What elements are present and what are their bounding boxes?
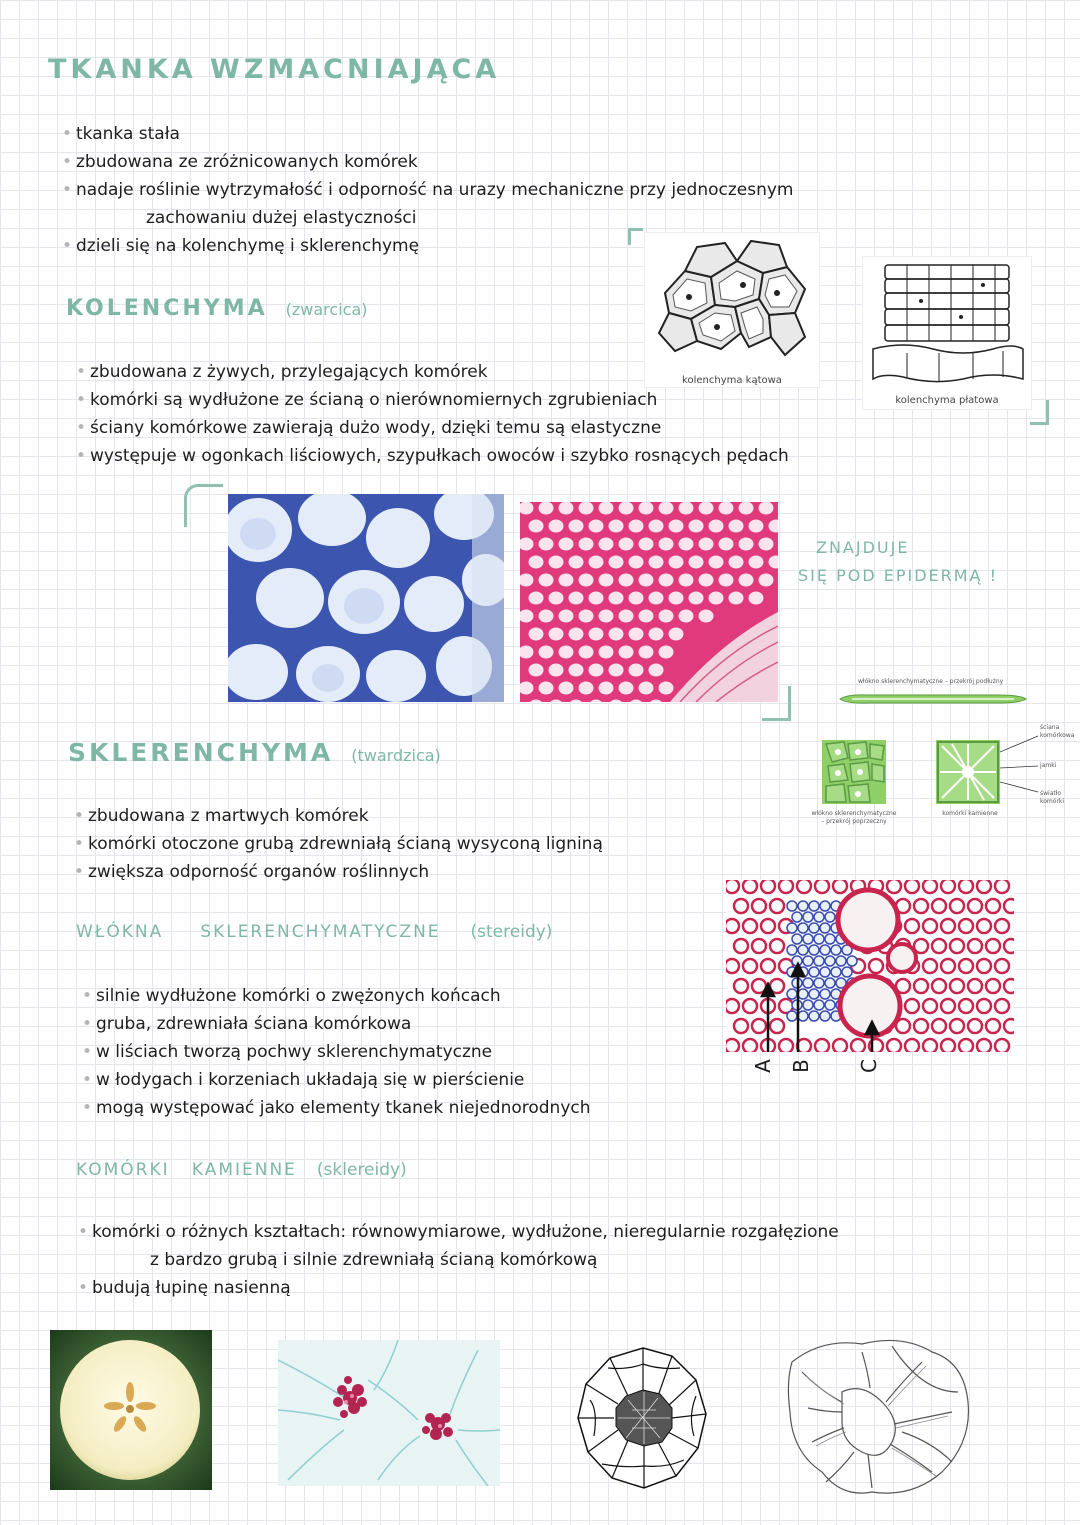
phloem-cell bbox=[814, 934, 824, 944]
cell-lumen bbox=[529, 628, 544, 641]
cell-lumen bbox=[559, 610, 574, 623]
bracket-corner bbox=[628, 228, 643, 245]
cell-lumen bbox=[699, 502, 714, 515]
phloem-cell bbox=[798, 923, 808, 933]
cell-lumen bbox=[639, 538, 654, 551]
cell-lumen bbox=[709, 592, 724, 605]
cell-lumen bbox=[729, 520, 744, 533]
epidermis-note-line1: ZNAJDUJE bbox=[816, 538, 910, 557]
phloem-cell bbox=[803, 978, 813, 988]
kolenchyma-heading: KOLENCHYMA (zwarcica) bbox=[66, 296, 368, 321]
cell-lumen bbox=[559, 538, 574, 551]
cell-lumen bbox=[599, 502, 614, 515]
cell-lumen bbox=[719, 574, 734, 587]
cell-lumen bbox=[729, 556, 744, 569]
phloem-cell bbox=[798, 1011, 808, 1021]
phloem-cell bbox=[825, 1000, 835, 1010]
cell-lumen bbox=[599, 646, 614, 659]
cell-lumen bbox=[599, 538, 614, 551]
cell-lumen bbox=[649, 592, 664, 605]
list-item: • ściany komórkowe zawierają dużo wody, dzięki temu są elastyczne bbox=[76, 418, 662, 438]
cell-lumen bbox=[669, 592, 684, 605]
phloem-cell bbox=[820, 989, 830, 999]
cell-caption: komórki kamienne bbox=[942, 810, 998, 817]
phloem-cell bbox=[809, 901, 819, 911]
cell-lumen bbox=[669, 628, 684, 641]
cell-lumen bbox=[539, 646, 554, 659]
cell-lumen bbox=[639, 682, 654, 695]
sklerenchyma-heading: SKLERENCHYMA (twardzica) bbox=[68, 738, 441, 767]
phloem-cell bbox=[787, 1011, 797, 1021]
fiber-caption: włókno sklerenchymatyczne – przekrój podłużny bbox=[858, 678, 1004, 685]
cell-lumen bbox=[669, 556, 684, 569]
cell-lumen bbox=[569, 520, 584, 533]
list-item-continuation: zachowaniu dużej elastyczności bbox=[146, 208, 417, 228]
cell-lumen bbox=[619, 502, 634, 515]
cell-lumen bbox=[659, 610, 674, 623]
phloem-cell bbox=[814, 956, 824, 966]
label-lumen: światło komórki bbox=[1040, 790, 1065, 805]
phloem-cell bbox=[814, 978, 824, 988]
phloem-cell bbox=[798, 901, 808, 911]
cell-lumen bbox=[739, 538, 754, 551]
cell-lumen bbox=[659, 574, 674, 587]
list-item: • nadaje roślinie wytrzymałość i odporność na urazy mechaniczne przy jednoczesnym bbox=[62, 180, 794, 200]
micrograph-label-a: A bbox=[750, 1059, 775, 1073]
cell-lumen bbox=[619, 610, 634, 623]
cell-lumen bbox=[579, 538, 594, 551]
cell-lumen bbox=[589, 664, 604, 677]
phloem-cell bbox=[820, 945, 830, 955]
cell-lumen bbox=[689, 556, 704, 569]
diagram-caption: kolenchyma płatowa bbox=[895, 395, 999, 406]
list-item-continuation: z bardzo grubą i silnie zdrewniałą ścianą komórkową bbox=[150, 1250, 598, 1270]
micrograph-label-c: C bbox=[856, 1059, 881, 1073]
epidermis-note-line2: SIĘ POD EPIDERMĄ ! bbox=[798, 566, 998, 585]
cell-lumen bbox=[549, 628, 564, 641]
phloem-cell bbox=[825, 978, 835, 988]
cell-lumen bbox=[599, 682, 614, 695]
cell-lumen bbox=[589, 592, 604, 605]
cell-lumen bbox=[569, 628, 584, 641]
cell-lumen bbox=[629, 628, 644, 641]
cell-lumen bbox=[579, 502, 594, 515]
cell-lumen bbox=[649, 520, 664, 533]
phloem-cell bbox=[814, 912, 824, 922]
cell-lumen bbox=[659, 646, 674, 659]
stone-cell-diagram bbox=[936, 740, 1000, 804]
cell-lumen bbox=[569, 556, 584, 569]
list-item: • budują łupinę nasienną bbox=[78, 1278, 291, 1298]
cell-lumen bbox=[679, 610, 694, 623]
cell-lumen bbox=[589, 520, 604, 533]
cell-lumen bbox=[739, 502, 754, 515]
list-item: • zbudowana ze zróżnicowanych komórek bbox=[62, 152, 418, 172]
list-item: • mogą występować jako elementy tkanek niejednorodnych bbox=[82, 1098, 591, 1118]
cell-lumen bbox=[569, 664, 584, 677]
vascular-bundle-micrograph bbox=[726, 880, 1014, 1052]
cell-lumen bbox=[639, 646, 654, 659]
list-item: • komórki otoczone grubą zdrewniałą ścianą wysyconą ligniną bbox=[74, 834, 603, 854]
cell-lumen bbox=[719, 502, 734, 515]
cell-lumen bbox=[549, 664, 564, 677]
phloem-cell bbox=[836, 956, 846, 966]
label-pointer-lines bbox=[1000, 730, 1040, 800]
phloem-cell bbox=[787, 901, 797, 911]
stone-cells-heading: KOMÓRKI KAMIENNE (sklereidy) bbox=[76, 1160, 407, 1180]
phloem-cell bbox=[809, 989, 819, 999]
cell-lumen bbox=[749, 520, 764, 533]
phloem-cell bbox=[825, 956, 835, 966]
cell-lumen bbox=[619, 646, 634, 659]
lamellar-collenchyma-diagram bbox=[862, 256, 1032, 410]
phloem-cell bbox=[803, 956, 813, 966]
fiber-longitudinal-diagram bbox=[838, 690, 1028, 702]
sklerenchyma-list bbox=[74, 802, 603, 886]
cell-lumen bbox=[619, 538, 634, 551]
fibers-list bbox=[82, 982, 591, 1122]
cell-lumen bbox=[649, 628, 664, 641]
cell-lumen bbox=[539, 574, 554, 587]
cell-lumen bbox=[559, 502, 574, 515]
cell-lumen bbox=[679, 574, 694, 587]
phloem-cell bbox=[842, 967, 852, 977]
phloem-cell bbox=[809, 967, 819, 977]
cell-lumen bbox=[599, 610, 614, 623]
cell-lumen bbox=[549, 592, 564, 605]
cell-lumen bbox=[539, 610, 554, 623]
list-item: • zbudowana z żywych, przylegających komórek bbox=[76, 362, 488, 382]
cell-lumen bbox=[619, 574, 634, 587]
cell-lumen bbox=[749, 556, 764, 569]
list-item: • tkanka stała bbox=[62, 124, 180, 144]
cell-lumen bbox=[759, 574, 774, 587]
cell-lumen bbox=[689, 592, 704, 605]
cell-lumen bbox=[609, 664, 624, 677]
cell-lumen bbox=[549, 520, 564, 533]
cell-lumen bbox=[699, 538, 714, 551]
cell-lumen bbox=[699, 610, 714, 623]
cell-lumen bbox=[709, 520, 724, 533]
phloem-cell bbox=[798, 945, 808, 955]
cell-lumen bbox=[679, 538, 694, 551]
cell-lumen bbox=[529, 520, 544, 533]
cell-caption: włókno sklerenchymatyczne bbox=[811, 810, 897, 817]
list-item: • komórki o różnych kształtach: równowymiarowe, wydłużone, nieregularnie rozgałęzione bbox=[78, 1222, 839, 1242]
cell-lumen bbox=[649, 556, 664, 569]
cell-lumen bbox=[739, 574, 754, 587]
cell-lumen bbox=[639, 502, 654, 515]
phloem-cell bbox=[820, 1011, 830, 1021]
cell-lumen bbox=[589, 628, 604, 641]
cell-lumen bbox=[759, 502, 774, 515]
sclereid-micrograph bbox=[278, 1340, 500, 1486]
cell-lumen bbox=[559, 646, 574, 659]
bracket-corner bbox=[184, 484, 223, 527]
list-item: • komórki są wydłużone ze ścianą o nierównomiernych zgrubieniach bbox=[76, 390, 658, 410]
cell-lumen bbox=[559, 682, 574, 695]
phloem-cell bbox=[847, 956, 857, 966]
fiber-cross-section-diagram bbox=[822, 740, 886, 804]
cell-lumen bbox=[639, 610, 654, 623]
cell-lumen bbox=[589, 556, 604, 569]
micrograph-label-b: B bbox=[788, 1059, 813, 1073]
cell-lumen bbox=[669, 520, 684, 533]
cell-lumen bbox=[599, 574, 614, 587]
cell-lumen bbox=[539, 502, 554, 515]
cell-lumen bbox=[529, 592, 544, 605]
phloem-cell bbox=[798, 989, 808, 999]
cell-lumen bbox=[749, 592, 764, 605]
page-title: TKANKA WZMACNIAJĄCA bbox=[48, 54, 501, 85]
collenchyma-micrograph-blue bbox=[228, 494, 504, 702]
cell-lumen bbox=[579, 682, 594, 695]
list-item: • w łodygach i korzeniach układają się w pierścienie bbox=[82, 1070, 525, 1090]
cell-lumen bbox=[579, 610, 594, 623]
list-item: • występuje w ogonkach liściowych, szypułkach owoców i szybko rosnących pędach bbox=[76, 446, 789, 466]
phloem-cell bbox=[787, 945, 797, 955]
sclereid-outline-drawing bbox=[782, 1332, 972, 1498]
phloem-cell bbox=[803, 1000, 813, 1010]
collenchyma-micrograph-pink bbox=[520, 502, 778, 702]
cell-lumen bbox=[699, 574, 714, 587]
phloem-cell bbox=[831, 945, 841, 955]
cell-lumen bbox=[659, 682, 674, 695]
cell-lumen bbox=[609, 556, 624, 569]
phloem-cell bbox=[820, 901, 830, 911]
list-item: • dzieli się na kolenchymę i sklerenchymę bbox=[62, 236, 420, 256]
phloem-cell bbox=[814, 1000, 824, 1010]
phloem-cell bbox=[809, 945, 819, 955]
phloem-cell bbox=[831, 967, 841, 977]
stone-cell-cluster-drawing bbox=[568, 1340, 718, 1496]
list-item: • zwiększa odporność organów roślinnych bbox=[74, 862, 430, 882]
cell-lumen bbox=[549, 556, 564, 569]
phloem-cell bbox=[803, 912, 813, 922]
fibers-heading: WŁÓKNA SKLERENCHYMATYCZNE (stereidy) bbox=[76, 922, 553, 942]
cell-lumen bbox=[579, 574, 594, 587]
phloem-cell bbox=[825, 934, 835, 944]
cell-lumen bbox=[559, 574, 574, 587]
cell-lumen bbox=[629, 592, 644, 605]
cell-lumen bbox=[659, 502, 674, 515]
cell-lumen bbox=[629, 556, 644, 569]
cell-lumen bbox=[609, 592, 624, 605]
cell-lumen bbox=[569, 592, 584, 605]
cell-lumen bbox=[619, 682, 634, 695]
cell-lumen bbox=[529, 556, 544, 569]
pear-cross-section-photo bbox=[50, 1330, 212, 1490]
cell-lumen bbox=[649, 664, 664, 677]
cell-lumen bbox=[609, 520, 624, 533]
phloem-cell bbox=[809, 1011, 819, 1021]
list-item: • zbudowana z martwych komórek bbox=[74, 806, 369, 826]
cell-lumen bbox=[659, 538, 674, 551]
cell-lumen bbox=[609, 628, 624, 641]
list-item: • w liściach tworzą pochwy sklerenchymatyczne bbox=[82, 1042, 493, 1062]
diagram-caption: kolenchyma kątowa bbox=[682, 375, 782, 386]
cell-lumen bbox=[719, 538, 734, 551]
label-cell-wall: ściana komórkowa bbox=[1040, 724, 1075, 739]
cell-lumen bbox=[579, 646, 594, 659]
phloem-cell bbox=[820, 967, 830, 977]
cell-lumen bbox=[639, 574, 654, 587]
cell-lumen bbox=[729, 592, 744, 605]
kolenchyma-list bbox=[76, 358, 789, 470]
bracket-corner bbox=[1030, 400, 1049, 425]
phloem-cell bbox=[787, 989, 797, 999]
cell-lumen bbox=[759, 538, 774, 551]
cell-lumen bbox=[709, 556, 724, 569]
cell-lumen bbox=[629, 664, 644, 677]
label-pits: jamki bbox=[1040, 762, 1057, 769]
cell-lumen bbox=[679, 502, 694, 515]
phloem-cell bbox=[792, 912, 802, 922]
list-item: • silnie wydłużone komórki o zwężonych końcach bbox=[82, 986, 501, 1006]
phloem-cell bbox=[792, 934, 802, 944]
cell-lumen bbox=[539, 682, 554, 695]
phloem-cell bbox=[803, 934, 813, 944]
stone-cells-list bbox=[78, 1218, 839, 1302]
phloem-cell bbox=[809, 923, 819, 933]
cell-lumen bbox=[629, 520, 644, 533]
cell-lumen bbox=[689, 520, 704, 533]
phloem-cell bbox=[820, 923, 830, 933]
cell-lumen bbox=[529, 664, 544, 677]
phloem-cell bbox=[825, 912, 835, 922]
cell-lumen bbox=[539, 538, 554, 551]
phloem-cell bbox=[787, 923, 797, 933]
list-item: • gruba, zdrewniała ściana komórkowa bbox=[82, 1014, 412, 1034]
cell-caption: – przekrój poprzeczny bbox=[821, 818, 887, 825]
